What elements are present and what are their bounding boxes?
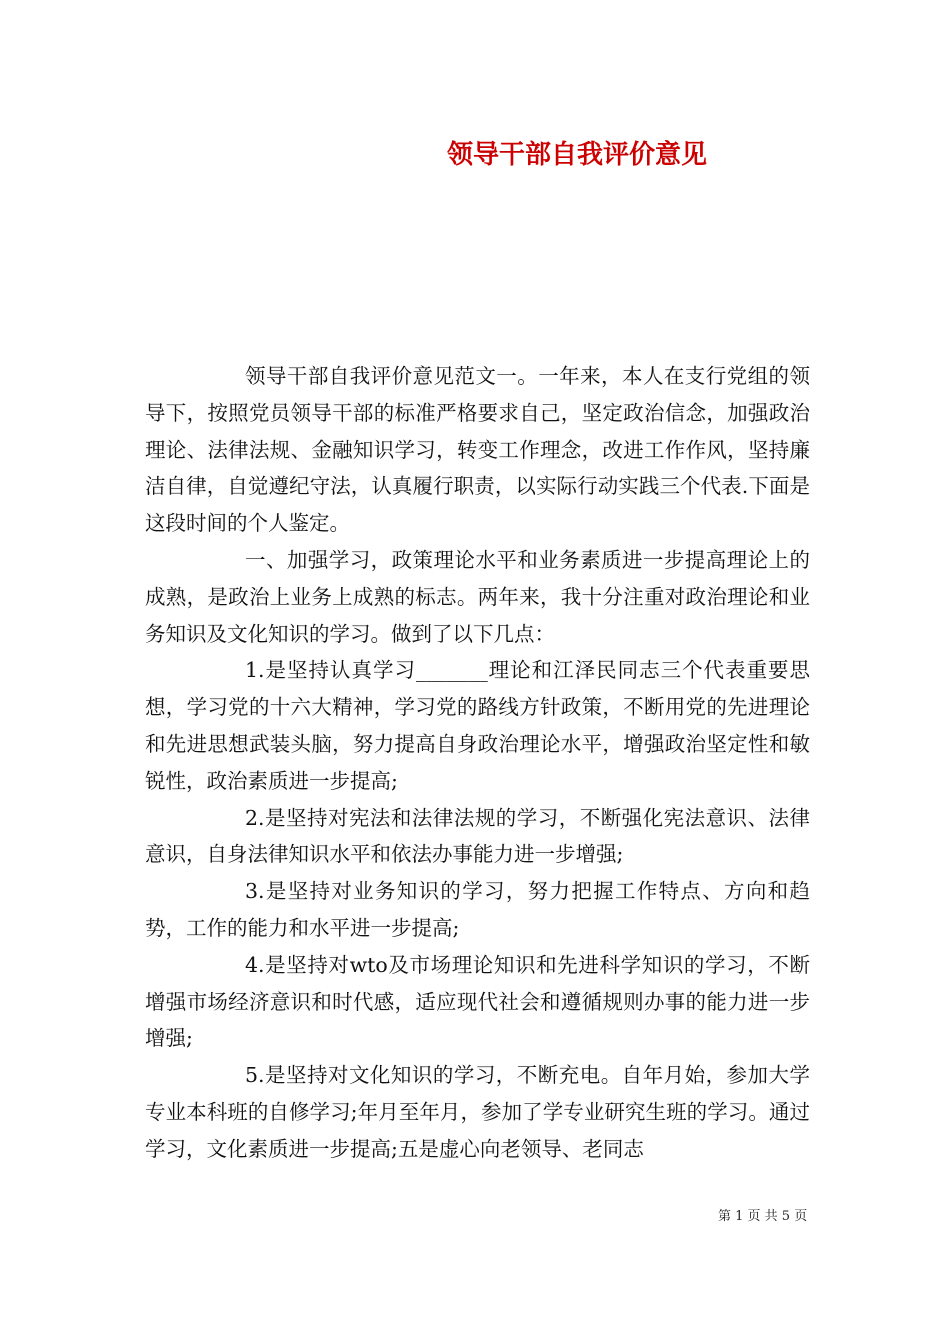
paragraph-item-1: 1.是坚持认真学习_______理论和江泽民同志三个代表重要思想，学习党的十六大精神，学习党的路线方针政策，不断用党的先进理论和先进思想武装头脑，努力提高自身政治理论水平，增强政治坚定性和敏锐性，政治素质进一步提高; <box>145 658 810 793</box>
page-number-footer: 第 1 页 共 5 页 <box>718 1209 808 1224</box>
paragraph-intro: 领导干部自我评价意见范文一。一年来，本人在支行党组的领导下，按照党员领导干部的标准严格要求自己，坚定政治信念，加强政治理论、法律法规、金融知识学习，转变工作理念，改进工作作风，坚持廉洁自律，自觉遵纪守法，认真履行职责，以实际行动实践三个代表.下面是这段时间的个人鉴定。 <box>145 364 810 536</box>
paragraph-item-5: 5.是坚持对文化知识的学习，不断充电。自年月始，参加大学专业本科班的自修学习;年月至年月，参加了学专业研究生班的学习。通过学习，文化素质进一步提高;五是虚心向老领导、老同志 <box>145 1063 810 1161</box>
document-title: 领导干部自我评价意见 <box>447 140 708 170</box>
paragraph-item-4: 4.是坚持对wto及市场理论知识和先进科学知识的学习，不断增强市场经济意识和时代感，适应现代社会和遵循规则办事的能力进一步增强; <box>145 952 810 1051</box>
document-body <box>145 358 810 1168</box>
paragraph-section-1: 一、加强学习，政策理论水平和业务素质进一步提高理论上的成熟，是政治上业务上成熟的标志。两年来，我十分注重对政治理论和业务知识及文化知识的学习。做到了以下几点： <box>145 547 810 646</box>
paragraph-item-2: 2.是坚持对宪法和法律法规的学习，不断强化宪法意识、法律意识，自身法律知识水平和依法办事能力进一步增强; <box>145 805 810 867</box>
paragraph-item-3: 3.是坚持对业务知识的学习，努力把握工作特点、方向和趋势，工作的能力和水平进一步提高; <box>145 879 810 940</box>
